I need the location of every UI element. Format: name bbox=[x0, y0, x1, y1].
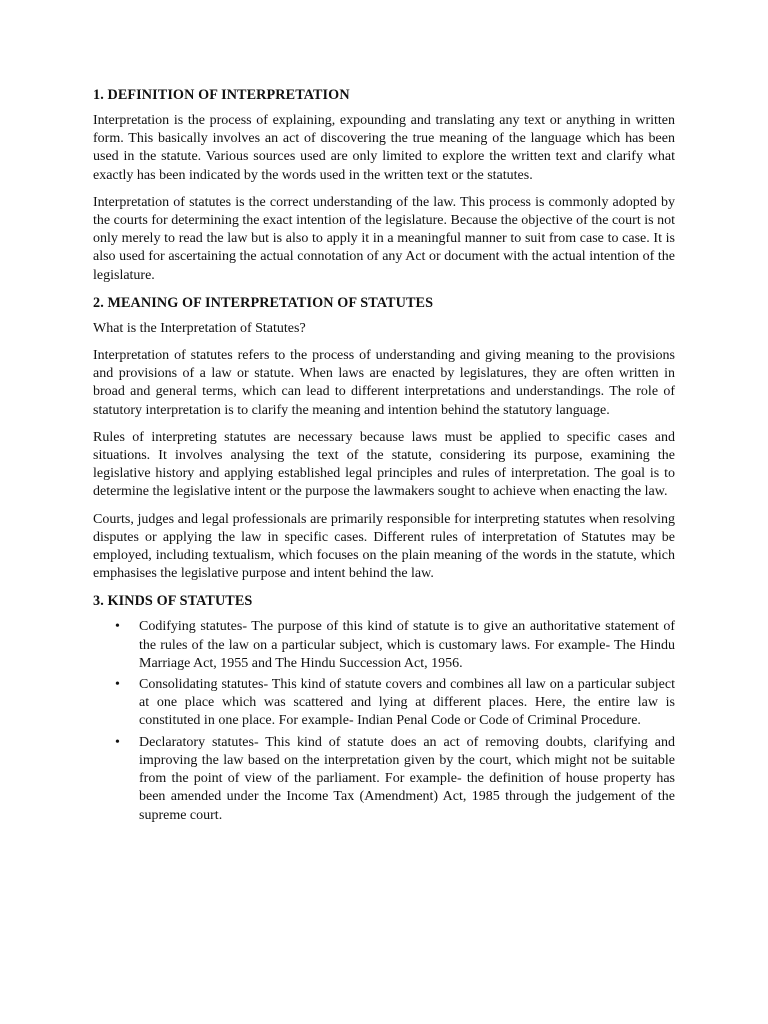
section-heading: 1. DEFINITION OF INTERPRETATION bbox=[93, 87, 350, 103]
bullet-icon: • bbox=[115, 734, 120, 750]
section-heading: 3. KINDS OF STATUTES bbox=[93, 593, 253, 610]
list-item bbox=[93, 618, 675, 673]
paragraph: Interpretation is the process of explaining, expounding and translating any text or anything in written form. This basically involves an act of discovering the true meaning of the language which has been used in the statute. Various sources used are only limited to explore the written text and clarify what exactly has been indicated by the words used in the written text or the statutes. bbox=[93, 113, 675, 183]
section-kinds bbox=[93, 592, 675, 824]
question-line: What is the Interpretation of Statutes? bbox=[93, 320, 306, 336]
list-item bbox=[93, 676, 675, 731]
paragraph: Interpretation of statutes refers to the process of understanding and giving meaning to the provisions and provisions of a law or statute. When laws are enacted by legislatures, they are often written in broad and general terms, which can lead to different interpretations and understandings. The role of statutory interpretation is to clarify the meaning and intention behind the statutory language. bbox=[93, 348, 675, 418]
paragraph: Courts, judges and legal professionals are primarily responsible for interpreting statutes when resolving disputes or applying the law in specific cases. Different rules of interpretation of Statutes may be employed, including textualism, which focuses on the plain meaning of the words in the statute, which emphasises the legislative purpose and intent behind the law. bbox=[93, 511, 675, 582]
section-meaning bbox=[93, 294, 675, 584]
bullet-icon: • bbox=[115, 619, 120, 635]
paragraph: Interpretation of statutes is the correct understanding of the law. This process is commonly adopted by the courts for determining the exact intention of the legislature. Because the objective of the court is not only merely to read the law but is also to apply it in a meaningful manner to suit from case to case. It is also used for ascertaining the actual connotation of any Act or document with the actual intention of the legislature. bbox=[93, 194, 675, 283]
list-item-text: Consolidating statutes- This kind of statute covers and combines all law on a particular subject at one place which was scattered and lying at different places. Here, the entire law is constituted in one place. For example- Indian Penal Code or Code of Criminal Procedure. bbox=[139, 677, 675, 729]
document-page bbox=[93, 86, 675, 828]
list-item bbox=[93, 734, 675, 825]
bullet-icon: • bbox=[115, 677, 120, 693]
section-heading: 2. MEANING OF INTERPRETATION OF STATUTES bbox=[93, 294, 434, 311]
kinds-list bbox=[93, 618, 675, 824]
paragraph: Rules of interpreting statutes are necessary because laws must be applied to specific cases and situations. It involves analysing the text of the statute, considering its purpose, examining the legislative history and applying established legal principles and rules of interpretation. The goal is to determine the legislative intent or the purpose the lawmakers sought to achieve when enacting the law. bbox=[93, 429, 675, 500]
list-item-text: Declaratory statutes- This kind of statute does an act of removing doubts, clarifying and improving the law based on the interpretation given by the court, which might not be suitable from the point of view of the parliament. For example- the definition of house property has been amended under the Income Tax (Amendment) Act, 1985 through the judgement of the supreme court. bbox=[139, 734, 675, 823]
section-definition bbox=[93, 86, 675, 285]
list-item-text: Codifying statutes- The purpose of this kind of statute is to give an authoritative statement of the rules of the law on a particular subject, which is customary laws. For example- The Hindu Marriage Act, 1955 and The Hindu Succession Act, 1956. bbox=[139, 619, 675, 671]
